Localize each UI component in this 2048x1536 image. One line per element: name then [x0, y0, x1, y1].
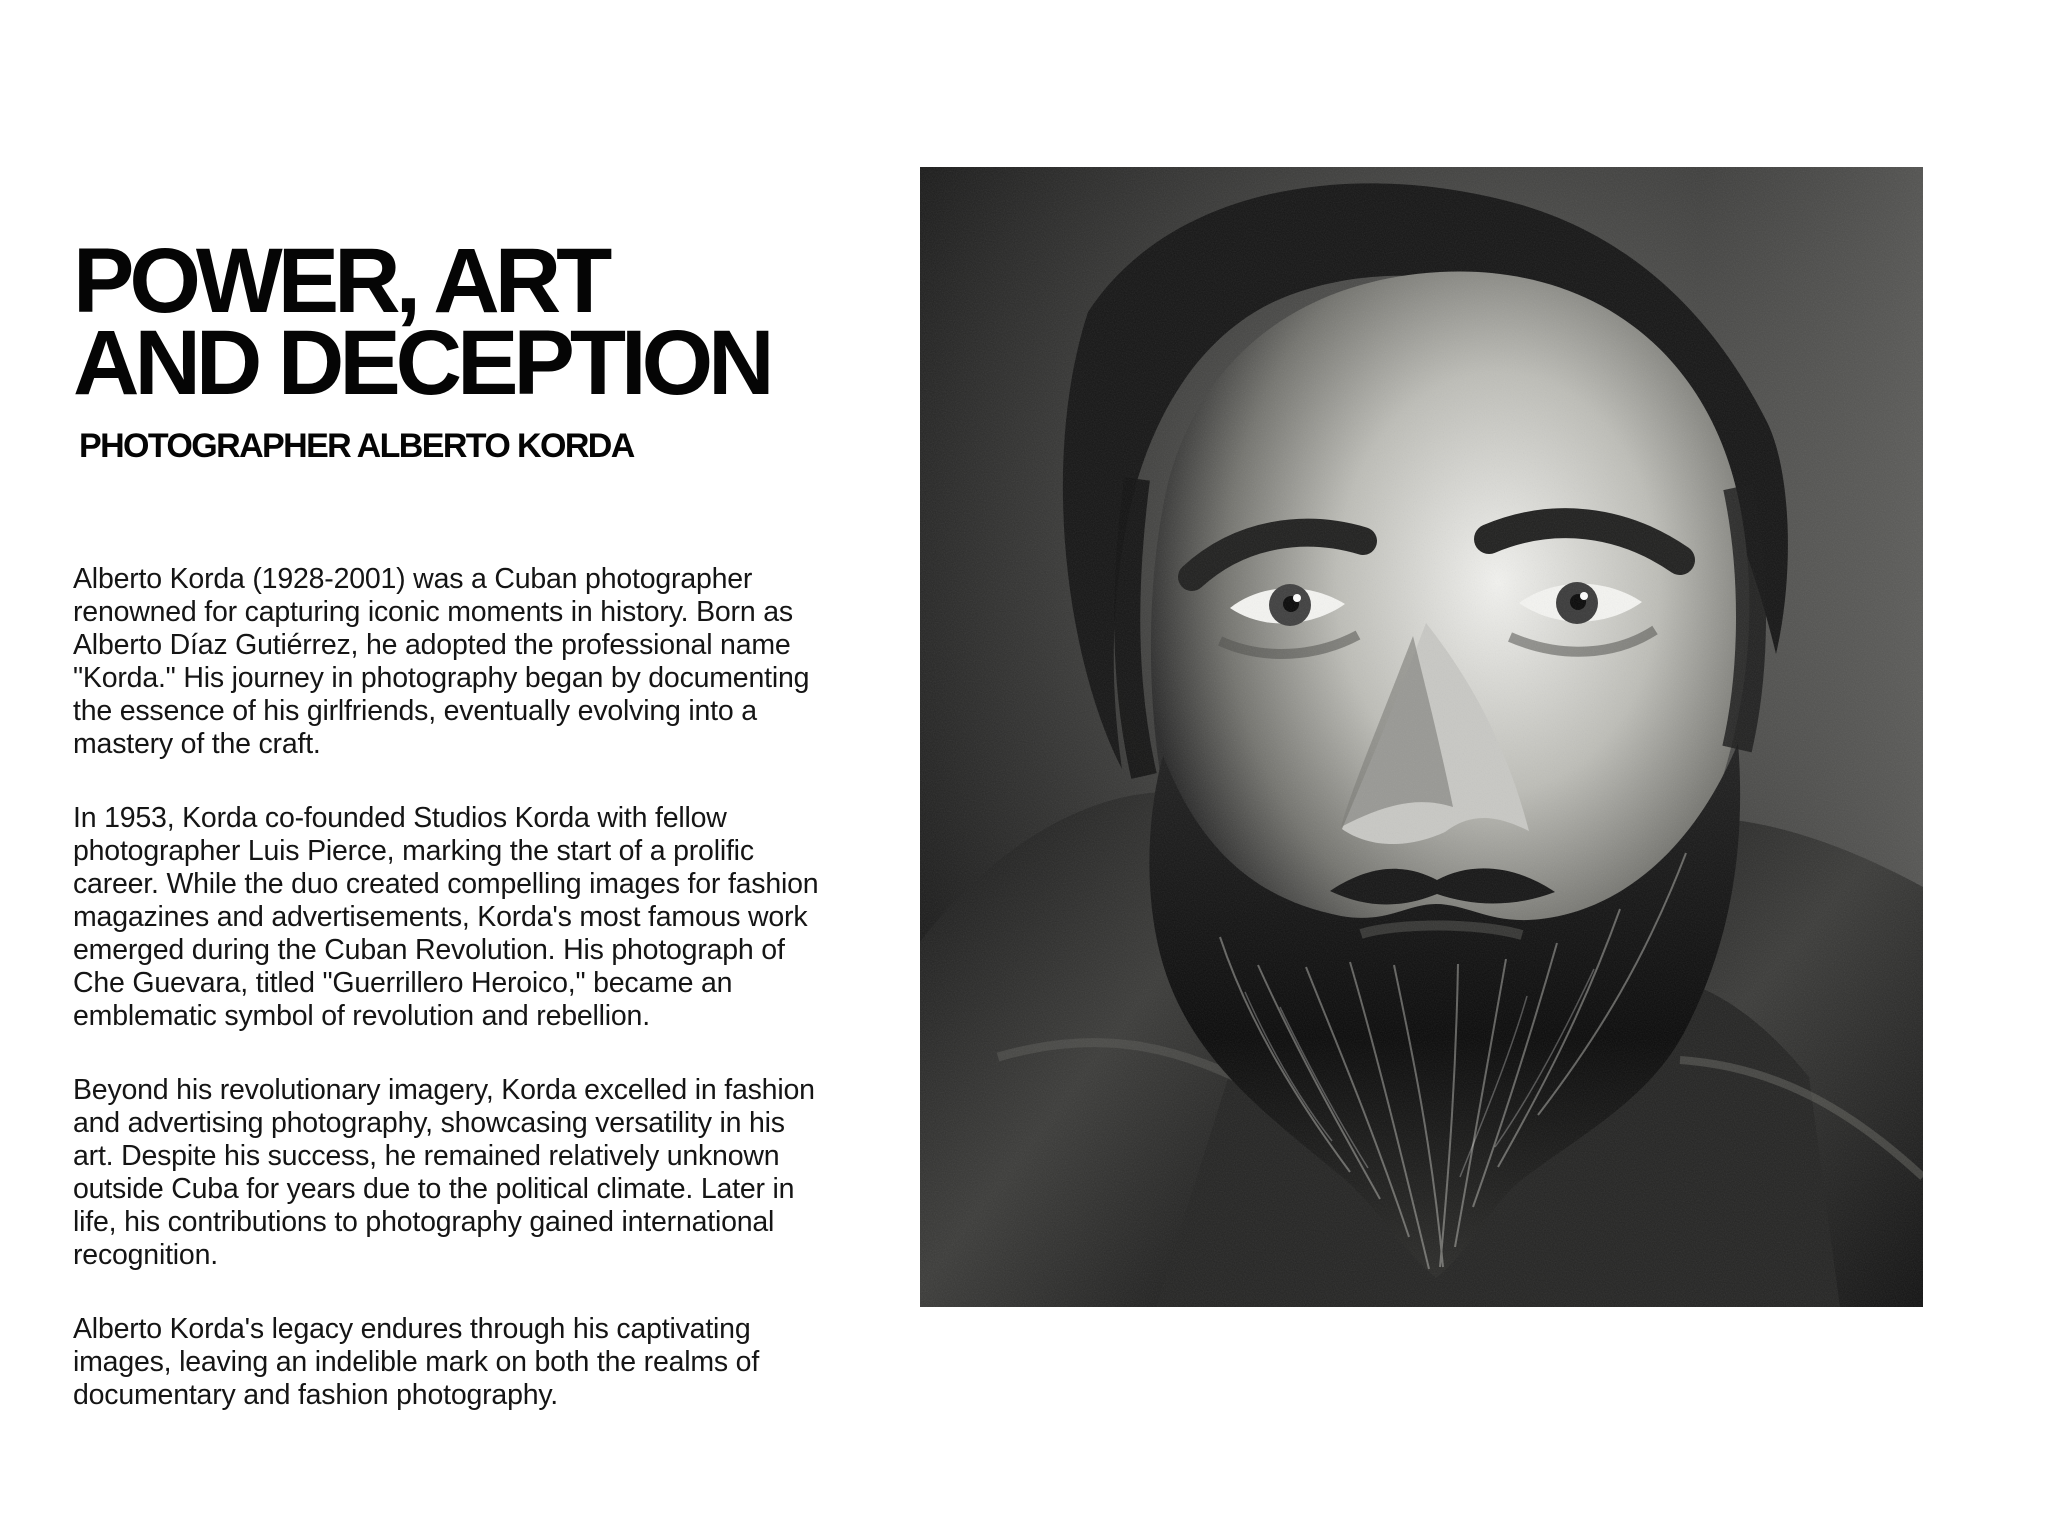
portrait-illustration — [920, 167, 1923, 1307]
article-title-line-2: AND DECEPTION — [73, 312, 770, 414]
body-paragraph-1: Alberto Korda (1928-2001) was a Cuban photographer renowned for capturing iconic moments in history. Born as Alberto Díaz Gutiérrez, he adopted the professional name "Korda." His journey in photography began by documenting the essence of his girlfriends, eventually evolving into a mastery of the craft. — [73, 563, 810, 760]
body-paragraph-2: In 1953, Korda co-founded Studios Korda with fellow photographer Luis Pierce, marking the start of a prolific career. While the duo created compelling images for fashion magazines and advertisements, Korda's most famous work emerged during the Cuban Revolution. His photograph of Che Guevara, titled "Guerrillero Heroico," became an emblematic symbol of revolution and rebellion. — [73, 802, 819, 1032]
article-title-line-1: POWER, ART — [73, 230, 608, 332]
portrait-photo — [920, 167, 1923, 1307]
body-paragraph-4: Alberto Korda's legacy endures through his captivating images, leaving an indelible mark on both the realms of documentary and fashion photography. — [73, 1313, 760, 1411]
article-text-column — [73, 230, 833, 1453]
article-body — [73, 563, 828, 1412]
body-paragraph-3: Beyond his revolutionary imagery, Korda excelled in fashion and advertising photography, showcasing versatility in his art. Despite his success, he remained relatively unknown outside Cuba for years due to the political climate. Later in life, his contributions to photography gained international recognition. — [73, 1074, 815, 1271]
article-subtitle: PHOTOGRAPHER ALBERTO KORDA — [79, 427, 634, 465]
article-title — [73, 230, 833, 414]
